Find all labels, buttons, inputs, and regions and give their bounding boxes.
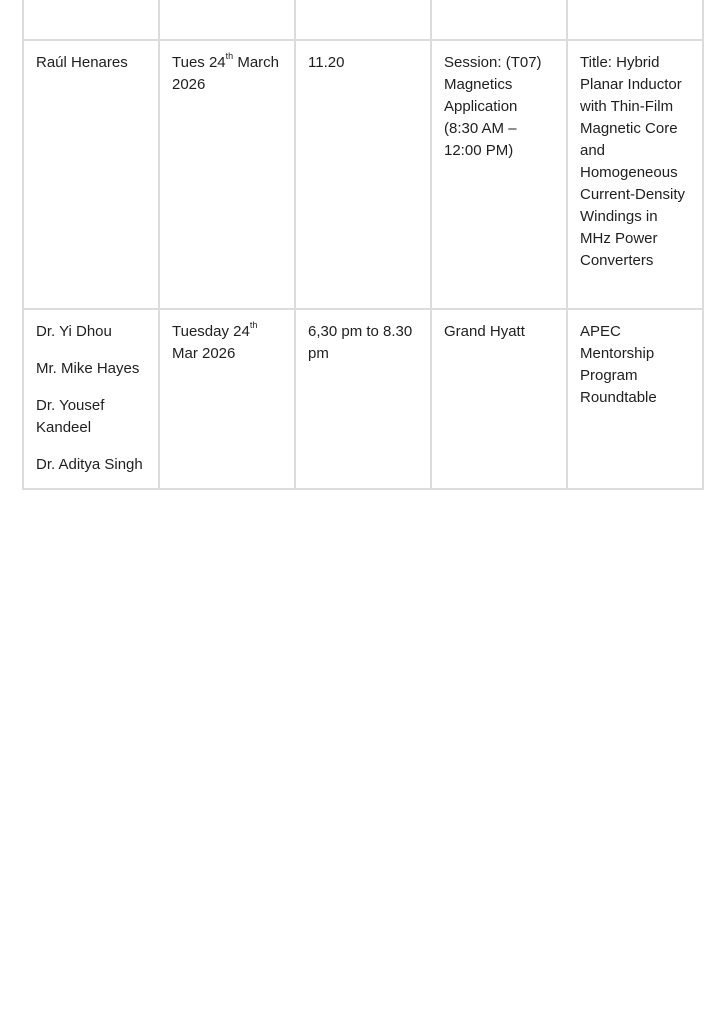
table-cell [295, 0, 431, 40]
time-cell [295, 309, 431, 489]
session-date: Tues 24th March 2026 [172, 51, 280, 93]
table-cell [567, 0, 703, 40]
session-venue: Grand Hyatt [444, 323, 525, 340]
table-row [23, 40, 703, 309]
speaker-name: Dr. Yi Dhou [36, 323, 112, 340]
table-cell [23, 0, 159, 40]
session-topic: Title: Hybrid Planar Inductor with Thin-Film Magnetic Core and Homogeneous Current-Density Windings in MHz Power Converters [580, 54, 686, 269]
topic-cell [567, 40, 703, 309]
table-cell [431, 0, 567, 40]
table-row [23, 309, 703, 489]
speaker-name: Raúl Henares [36, 54, 128, 71]
topic-cell [567, 309, 703, 489]
session-date: Tuesday 24th Mar 2026 [172, 320, 258, 362]
date-cell [159, 309, 295, 489]
time-cell [295, 40, 431, 309]
schedule-table [22, 0, 704, 490]
speaker-name: Dr. Yousef Kandeel [36, 397, 105, 436]
date-cell [159, 40, 295, 309]
table-row-stub [23, 0, 703, 40]
session-topic: APEC Mentorship Program Roundtable [580, 323, 657, 406]
session-venue: Session: (T07) Magnetics Application (8:30 AM – 12:00 PM) [444, 54, 542, 159]
speaker-cell [23, 309, 159, 489]
speaker-name: Mr. Mike Hayes [36, 360, 140, 377]
table-cell [159, 0, 295, 40]
speaker-name: Dr. Aditya Singh [36, 456, 143, 473]
speaker-cell [23, 40, 159, 309]
session-time: 11.20 [308, 54, 345, 71]
venue-cell [431, 309, 567, 489]
session-time: 6,30 pm to 8.30 pm [308, 323, 413, 362]
venue-cell [431, 40, 567, 309]
